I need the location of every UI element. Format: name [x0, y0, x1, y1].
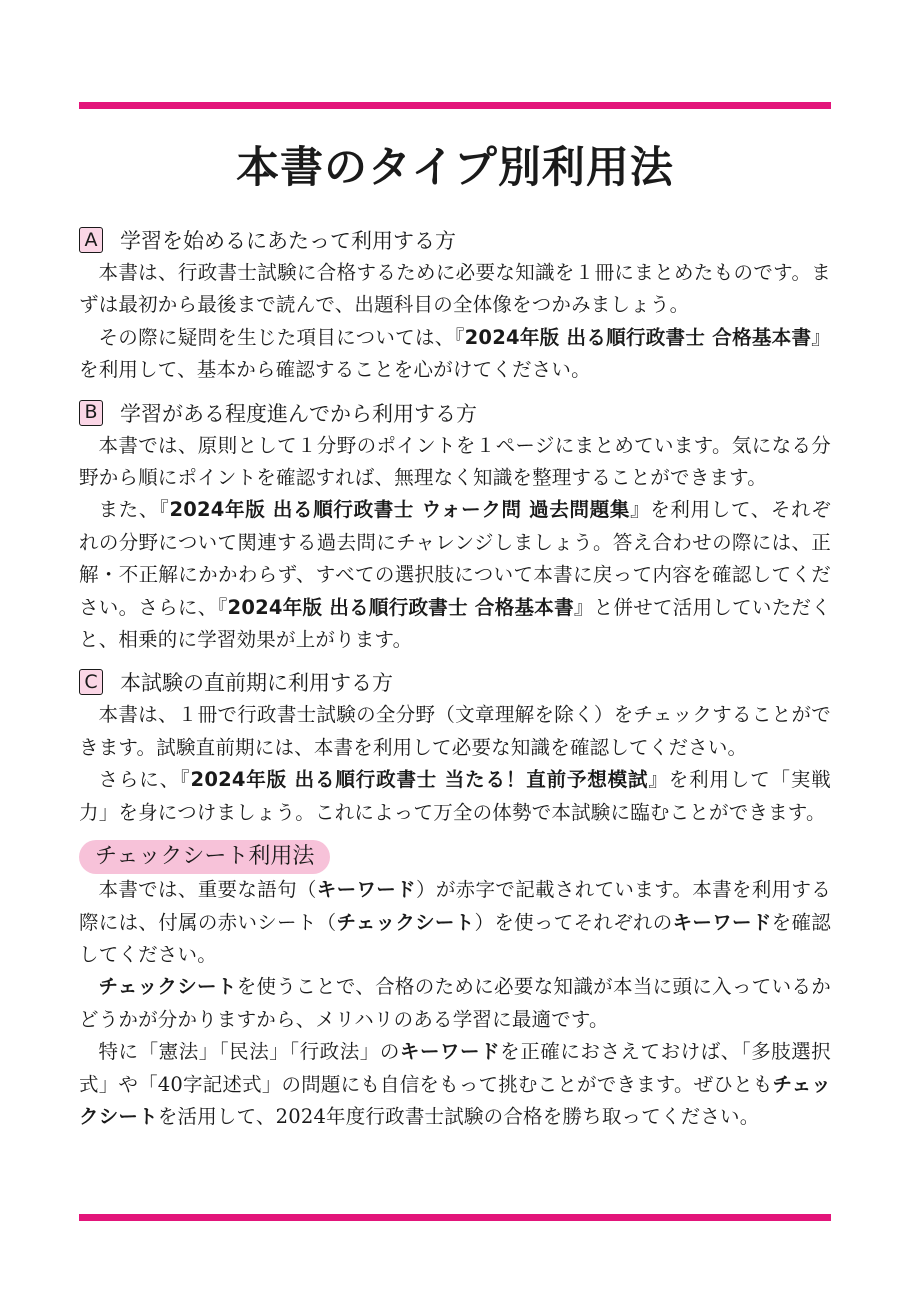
section-heading — [79, 223, 831, 257]
text-run: を正確におさえておけば、「多肢選択式」や「40字記述式」の問題にも自信をもって挑むことができます。ぜひとも — [79, 1040, 831, 1096]
check-sheet-heading: チェックシート利用法 — [79, 840, 330, 874]
text-run: 本書では、重要な語句（ — [98, 878, 317, 902]
keyword-bold: キーワード — [316, 878, 416, 902]
text-run: 』を利用して、基本から確認することを心がけてください。 — [79, 325, 831, 382]
section-heading — [79, 665, 831, 699]
page-content — [79, 223, 831, 1142]
text-run: を確認してください。 — [79, 910, 831, 966]
section-letter-badge: B — [79, 400, 103, 426]
section-heading-text: 学習を始めるにあたって利用する方 — [120, 229, 456, 253]
section-c — [79, 665, 831, 829]
paragraph — [79, 874, 831, 971]
text-run: 』を利用して、それぞれの分野について関連する過去問にチャレンジしましょう。答え合わせの際には、正解・不正解にかかわらず、すべての選択肢について本書に戻って内容を確認してください。さらに、『 — [79, 498, 831, 619]
book-title-bold: 2024年版 出る順行政書士 当たる！直前予想模試 — [190, 768, 649, 792]
paragraph — [79, 257, 831, 322]
text-run: ）を使ってそれぞれの — [474, 910, 673, 934]
text-run: を使うことで、合格のために必要な知識が本当に頭に入っているかどうかが分かりますから、メリハリのある学習に最適です。 — [79, 975, 831, 1031]
keyword-bold: キーワード — [672, 910, 772, 934]
paragraph — [79, 764, 831, 829]
section-letter-badge: C — [79, 669, 103, 695]
section-b — [79, 396, 831, 657]
keyword-bold: キーワード — [399, 1040, 501, 1064]
text-run: 本書では、原則として１分野のポイントを１ページにまとめています。気になる分野から順にポイントを確認すれば、無理なく知識を整理することができます。 — [79, 433, 831, 490]
paragraph — [79, 699, 831, 764]
bottom-accent-rule — [79, 1214, 831, 1221]
text-run: 』を利用して「実戦力」を身につけましょう。これによって万全の体勢で本試験に臨むことができます。 — [79, 768, 831, 824]
page-title: 本書のタイプ別利用法 — [236, 143, 674, 193]
text-run: 』と併せて活用していただくと、相乗的に学習効果が上がります。 — [79, 595, 831, 652]
text-run: を活用して、2024年度行政書士試験の合格を勝ち取ってください。 — [157, 1104, 760, 1128]
text-run: 『 — [454, 325, 465, 349]
text-run: ）が赤字で記載されています。本書を利用する際には、付属の赤いシート（ — [79, 878, 831, 934]
text-run: その際に疑問を生じた項目については、 — [98, 325, 455, 349]
keyword-bold: チェックシート — [336, 910, 475, 934]
book-title-bold: 2024年版 出る順行政書士 ウォーク問 過去問題集 — [169, 498, 631, 522]
text-run: 特に「憲法」「民法」「行政法」の — [98, 1040, 400, 1064]
paragraph — [79, 1036, 831, 1133]
paragraph — [79, 322, 831, 387]
section-heading — [79, 396, 831, 430]
text-run: 本書は、行政書士試験に合格するために必要な知識を１冊にまとめたものです。まずは最初から最後まで読んで、出題科目の全体像をつかみましょう。 — [79, 261, 831, 317]
paragraph — [79, 494, 831, 656]
section-a — [79, 223, 831, 387]
section-heading-text: 本試験の直前期に利用する方 — [120, 671, 393, 696]
text-run: 本書は、１冊で行政書士試験の全分野（文章理解を除く）をチェックすることができます。試験直前期には、本書を利用して必要な知識を確認してください。 — [79, 703, 831, 759]
keyword-bold: チェックシート — [79, 1072, 831, 1128]
top-accent-rule — [79, 102, 831, 109]
keyword-bold: チェックシート — [98, 975, 237, 999]
section-heading-text: 学習がある程度進んでから利用する方 — [120, 401, 477, 426]
paragraph — [79, 430, 831, 495]
check-sheet-section — [79, 838, 831, 1133]
text-run: さらに、『 — [98, 768, 191, 792]
book-title-bold: 2024年版 出る順行政書士 合格基本書 — [464, 325, 812, 349]
paragraph — [79, 971, 831, 1036]
text-run: また、『 — [98, 498, 170, 522]
section-letter-badge: A — [79, 227, 103, 253]
book-title-bold: 2024年版 出る順行政書士 合格基本書 — [227, 595, 574, 619]
